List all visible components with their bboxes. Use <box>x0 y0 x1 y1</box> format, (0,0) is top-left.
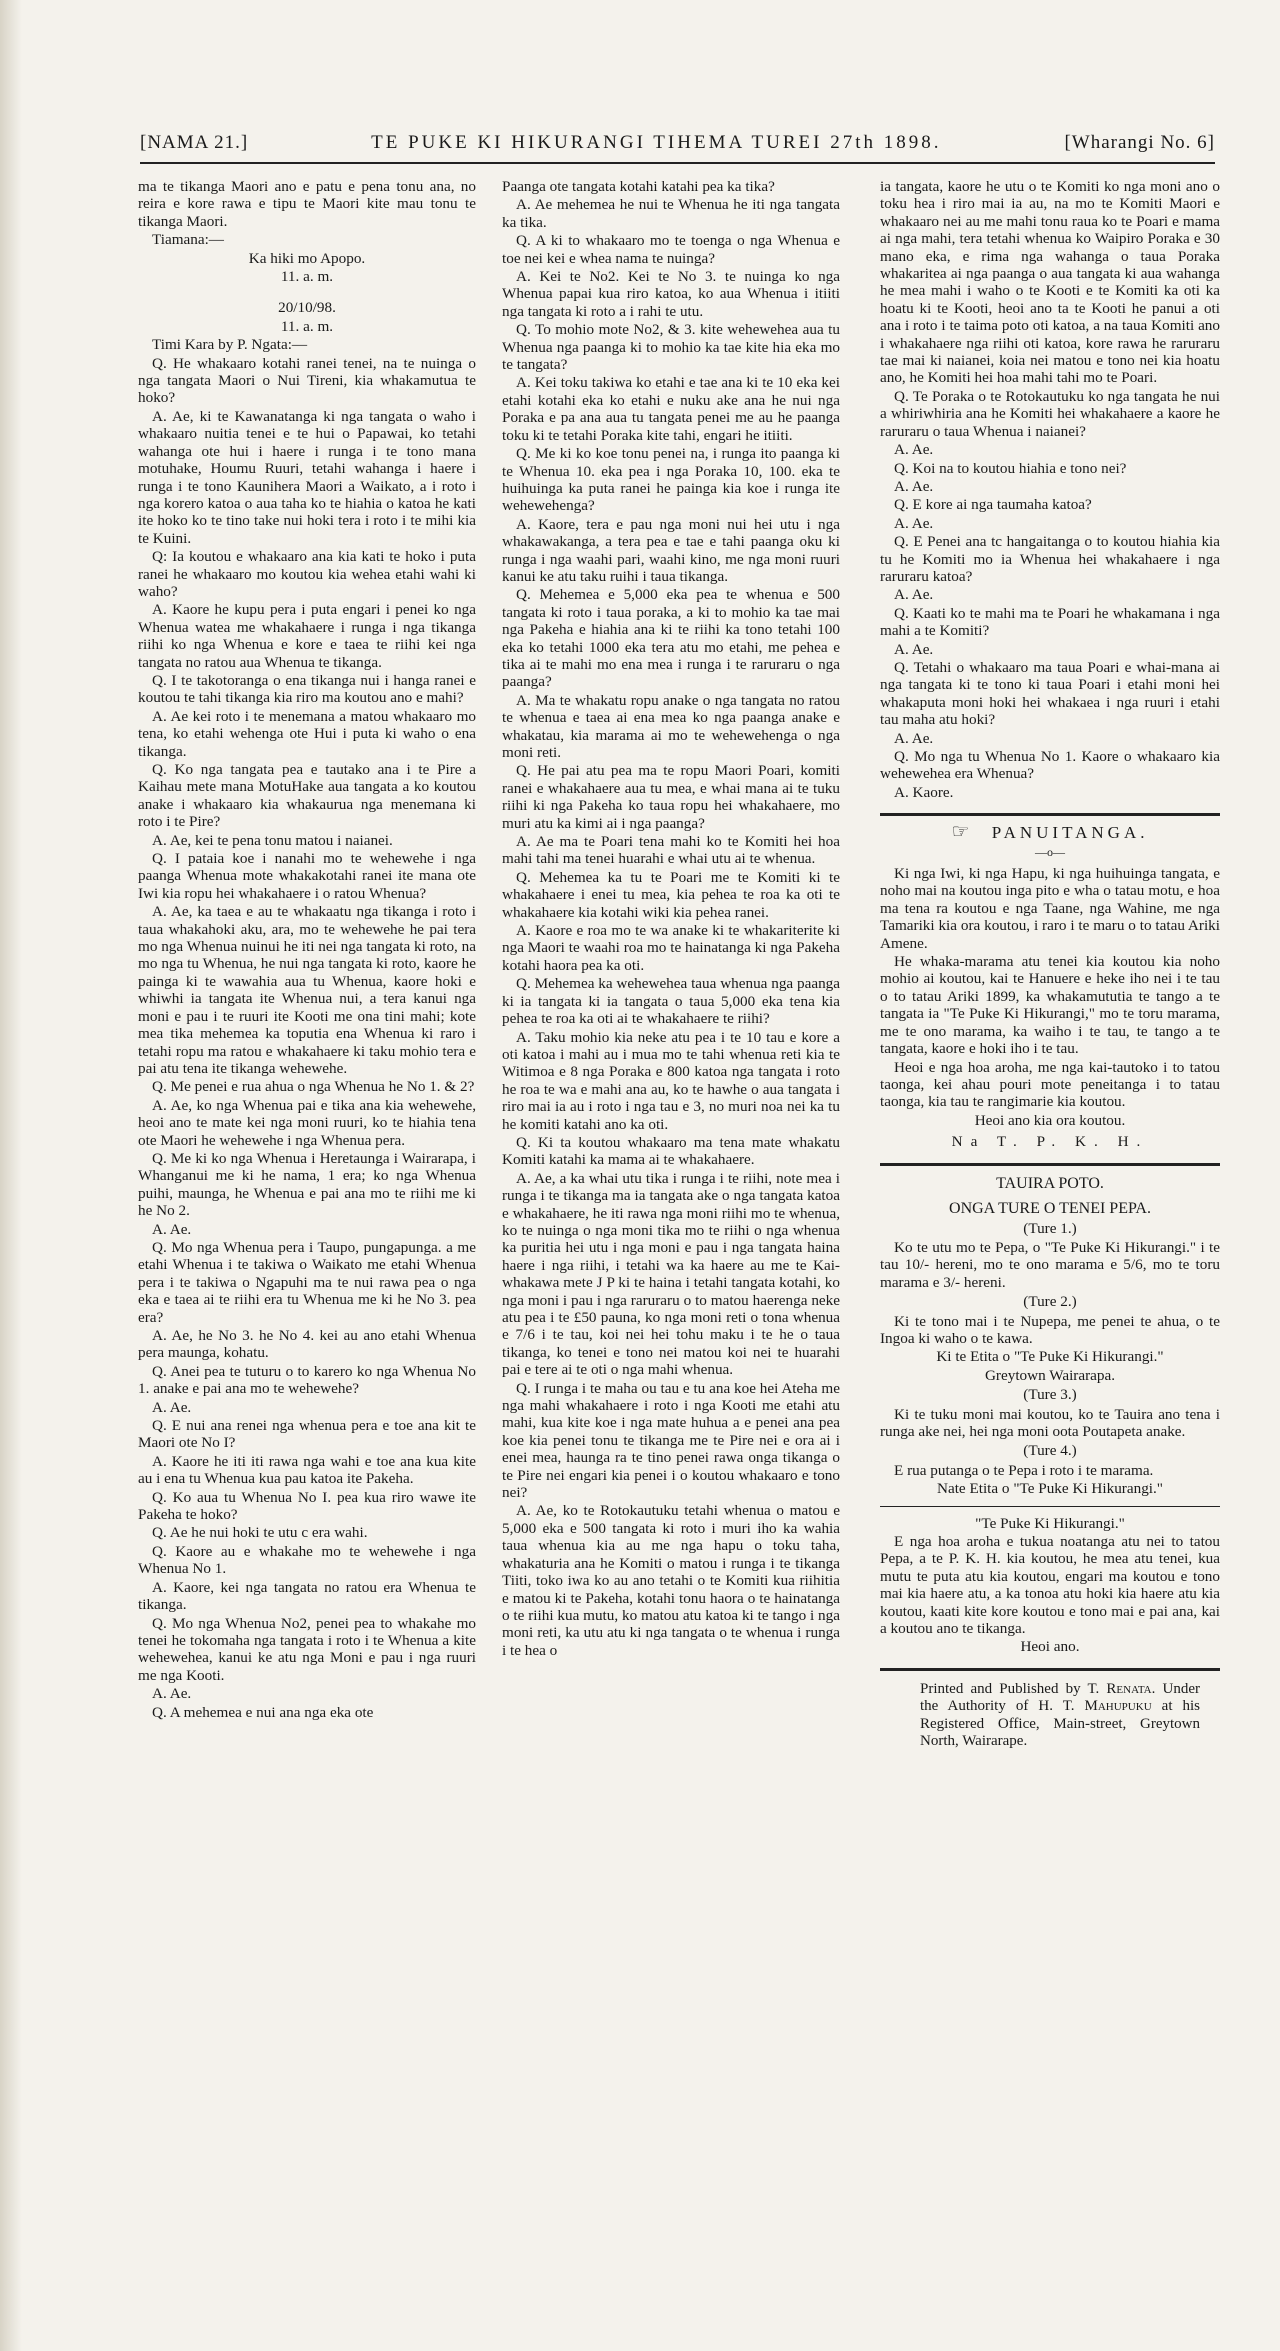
question: Q. Tetahi o whakaaro ma taua Poari e whai-mana ai nga tangata ki te tono ki taua Poari i etahi moni hei whakaputa moni hoki hei whakaea i nga ruuri i etahi tau maha atu hoki? <box>880 658 1220 729</box>
answer: A. Ae kei roto i te menemana a matou whakaaro mo tena, ko etahi wehenga ote Hui i puta ki waho o ena tikanga. <box>138 707 476 760</box>
column-3 <box>880 178 1220 1751</box>
paragraph: Timi Kara by P. Ngata:— <box>152 336 308 354</box>
paragraph: Paanga ote tangata kotahi katahi pea ka tika? <box>502 178 775 195</box>
pointing-hand-icon: ☞ <box>951 821 974 844</box>
question: Q. I runga i te maha ou tau e tu ana koe hei Ateha me nga mahi whakahaere i roto i nga Kooti me etahi atu mahi, kua kite koe i nga mate huhua a e penei ana pea koe kia penei tonu te tikanga me te Pire nei e ora ai i enei mea, haunga ra te tino penei rawa onga tikanga o te Pire nei engari kia penei i o koutou whakaaro e tono nei? <box>502 1379 840 1502</box>
question: Q. Te Poraka o te Rotokautuku ko nga tangata he nui a whiriwhiria ana he Komiti hei whakahaere a kaore he raruraru o taua Whenua i naianei? <box>880 387 1220 440</box>
page-edge-shadow <box>0 0 22 2351</box>
ture-4-text: E rua putanga o te Pepa i roto i te marama. <box>894 1461 1154 1479</box>
answer: A. Ae. <box>894 441 934 459</box>
notice-title: "Te Puke Ki Hikurangi." <box>975 1514 1125 1532</box>
ture-2-label: (Ture 2.) <box>1023 1293 1077 1311</box>
publisher-name: Renata. <box>1106 1680 1156 1697</box>
ture-4-label: (Ture 4.) <box>1023 1442 1077 1460</box>
ture-2-address-2: Greytown Wairarapa. <box>984 1366 1116 1384</box>
question: Q. Me ki ko koe tonu penei na, i runga ito paanga ki te Whenua 10. eka pea i nga Poraka 10, 100. eka te huihuinga ka puta ranei he painga kia koe i runga ite wehewehenga? <box>502 445 840 515</box>
panui-closing: Heoi ano kia ora koutou. <box>974 1111 1126 1129</box>
question: Q. Kaati ko te mahi ma te Poari he whakamana i nga mahi a te Komiti? <box>880 604 1220 640</box>
answer: A. Ae, ka taea e au te whakaatu nga tikanga i roto i taua whakahoki aku, ara, mo te wehewehe he pai tera mo nga Whenua nuinui he iti nei nga tangata ki roto, na mo nga tu Whenua, he nui nga tangata ki roto, kaore he painga ki te wawahia aua tu Whenua, kaore hoki e whiwhi ia tangata ite Whenua nui, a tera kanui nga moni e pau i te ruuri ite Kooti me ona tini mahi; kote mea tika mehemea ka toputia ena Whenua ki raro i tetahi ropu ma ratou e whakahaere ki taku mohio tera e pai atu tena ite tikanga wehewehe. <box>138 903 476 1077</box>
thin-divider <box>880 1506 1220 1507</box>
question: Q. I te takotoranga o ena tikanga nui i hanga ranei e koutou te tahi tikanga kia riro ma koutou ano e mahi? <box>138 671 476 707</box>
wharangi-number: [Wharangi No. 6] <box>1064 132 1215 153</box>
question: Q. Ae he nui hoki te utu c era wahi. <box>152 1524 368 1542</box>
answer: A. Kaore he kupu pera i puta engari i penei ko nga Whenua watea me whakahaere i runga i nga tikanga riihi ko nga Whenua e kore e taea te riihi kei nga tangata no ratou aua Whenua te tikanga. <box>138 601 476 671</box>
answer: A. Ae. <box>894 586 934 604</box>
panui-paragraph: Ki nga Iwi, ki nga Hapu, ki nga huihuinga tangata, e noho mai na koutou inga pito e wha o tatau motu, e hoa ma tena ra koutou e nga Taane, nga Wahine, me nga Tamariki kia ora koutou, i raro i te maru o to tatau Ariki Amene. <box>880 865 1220 952</box>
date-line: 20/10/98. <box>278 299 336 317</box>
question: A. Ae. <box>152 1685 192 1703</box>
answer: A. Ae, ki te Kawanatanga ki nga tangata o waho i whakaaro nuitia tenei e te hui o Papawai, ko tetahi wahanga ote hui i haere i runga i te tono mana motuhake, Houmu Ruuri, tetahi wahanga i haere i runga i te tono Kaunihera Maori a Waikato, a i roto i nga korero katoa o aua taha ko te hiahia o katoa he kati ite hoko ko te tino take nui hoki tera i roto i te mihi kia te Kuini. <box>138 407 476 547</box>
column-2 <box>502 178 840 1660</box>
question: Q. E kore ai nga taumaha katoa? <box>894 496 1092 514</box>
ture-4-signature: Nate Etita o "Te Puke Ki Hikurangi." <box>936 1480 1164 1498</box>
section-divider <box>880 1668 1220 1671</box>
question: Q. Anei pea te tuturu o to karero ko nga Whenua No 1. anake e pai ana mo te wehewehe? <box>138 1362 476 1398</box>
question: Q. Mehemea ka wehewehea taua whenua nga paanga ki ia tangata ki ia tangata o taua 5,000 eka tena kia pehea te roa ka oti ai te whakahaere te riihi? <box>502 975 840 1028</box>
imprint <box>880 1681 1220 1751</box>
column-1 <box>138 178 476 1722</box>
answer: Q. Mo nga Whenua No2, penei pea to whakahe mo tenei he tokomaha nga tangata i roto i te Whenua a kite wehewehea, kanui ke atu nga Moni e pau i nga ruuri me nga Kooti. <box>138 1614 476 1684</box>
ture-2-address-1: Ki te Etita o "Te Puke Ki Hikurangi." <box>936 1348 1164 1366</box>
question: Q. A ki to whakaaro mo te toenga o nga Whenua e toe nei kei e whea nama te nuinga? <box>502 232 840 267</box>
ture-2-text: Ki te tono mai i te Nupepa, me penei te ahua, o te Ingoa ki waho o te kawa. <box>880 1312 1220 1347</box>
header-rule <box>140 162 1215 164</box>
question: Q. Ki ta koutou whakaaro ma tena mate whakatu Komiti katahi ka mama ai te whakahaere. <box>502 1133 840 1169</box>
tauira-heading-2: ONGA TURE O TENEI PEPA. <box>949 1199 1151 1217</box>
answer: A. Ae, kei te pena tonu matou i naianei. <box>152 831 393 849</box>
answer: A. Kaore he iti iti rawa nga wahi e toe ana kua kite au i ena tu Whenua kua pau katoa ite Pakeha. <box>138 1452 476 1488</box>
ture-3-text: Ki te tuku moni mai koutou, ko te Tauira ano tena i runga ake nei, hei nga moni oota Poutapeta anake. <box>880 1405 1220 1440</box>
answer: A. Ae. <box>894 640 934 658</box>
ture-3-label: (Ture 3.) <box>1023 1386 1077 1404</box>
ture-1-label: (Ture 1.) <box>1023 1219 1077 1237</box>
notice-closing: Heoi ano. <box>1020 1638 1080 1656</box>
question: Q. Ko nga tangata pea e tautako ana i te Pire a Kaihau mete mana MotuHake aua tangata a ko koutou anake i whakaaro kia whakaurua nga menemana ki roto i te Pire? <box>138 761 476 831</box>
section-divider <box>880 1163 1220 1166</box>
question: A. Kaore, kei nga tangata no ratou era Whenua te tikanga. <box>138 1578 476 1614</box>
answer: A. Taku mohio kia neke atu pea i te 10 tau e kore a oti katoa i mahi au i mua mo te tahi whenua reti kia te Witimoa e 8 nga Poraka e 800 katoa nga tangata i roto he roa te wa e mahi ana au, ko te hawhe o aua tangata i riro mai ia au i roto i nga tau e 3, no muri noa nei ka tu he komiti katahi ano ka oti. <box>502 1028 840 1133</box>
time-line: 11. a. m. <box>280 317 334 335</box>
question: Q. Kaore au e whakahe mo te wehewehe i nga Whenua No 1. <box>138 1542 476 1578</box>
panui-title: PANUITANGA. <box>991 823 1149 843</box>
panui-heading <box>880 821 1220 844</box>
tauira-heading-1: TAUIRA POTO. <box>996 1174 1104 1192</box>
answer: A. Ae, a ka whai utu tika i runga i te riihi, note mea i runga i te tikanga ma ia tangata ake o nga tangata katoa e whakahaere, he iti rawa nga moni riihi mo te whenua, ko te nuinga o nga moni tika mo te riihi o nga whenua ka puritia hei utu i nga moni e pau i nga tangata haina haere i nga riihi, i tetahi wa ka haere au me te Kai-whakawa mete J P ki te haina i tetahi tangata kotahi, ko nga moni i pau i nga raruraru o to matou haerenga neke atu pea i te £50 pauna, ko nga moni reti o tona whenua e 7/6 i te tau, koi nei hei tohu maku i te he o taua tikanga, ko tenei e tono nei matou koi nei te huarahi pai e tere ai te oti o nga mahi whenua. <box>502 1169 840 1379</box>
question: Q: Ia koutou e whakaaro ana kia kati te hoko i puta ranei he whakaaro mo koutou kia wehea etahi wahi ki waho? <box>138 548 476 600</box>
answer: A. Kei te No2. Kei te No 3. te nuinga ko nga Whenua papai kua riro katoa, ko aua Whenua i itiiti nga tangata ki roto a i rahi te utu. <box>502 268 840 320</box>
imprint-line: Printed and Published by T. <box>920 1680 1100 1697</box>
answer: A. Ae. <box>894 729 934 747</box>
answer: A. Ae, he No 3. he No 4. kei au ano etahi Whenua pera maunga, kohatu. <box>138 1327 476 1362</box>
ture-1-text: Ko te utu mo te Pepa, o "Te Puke Ki Hikurangi." i te tau 10/- hereni, mo te ono marama e 5/6, mo te toru marama e 3/- hereni. <box>880 1238 1220 1291</box>
notice-text: E nga hoa aroha e tukua noatanga atu nei to tatou Pepa, a te P. K. H. kia koutou, he mea atu tenei, kua mutu te puta atu kia koutou, engari ma koutou e tono mai kia haere atu, a ka tonoa atu hoki kia haere atu kia koutou, kaati kite kore koutou e tono mai e pai ana, kai a koutou ano te tikanga. <box>880 1533 1220 1638</box>
imprint-line: Under the Authority of H. T. <box>920 1680 1201 1715</box>
paragraph: Tiamana:— <box>152 231 224 249</box>
authority-name: Mahupuku <box>1084 1698 1152 1715</box>
question: Q. He pai atu pea ma te ropu Maori Poari, komiti ranei e whakahaere aua tu mea, e whai mana ai te tuku riihi ki nga Pakeha ko taua ropu hei whakahaere, mo muri atu ka kimi ai i nga paanga? <box>502 762 840 832</box>
answer: A. Ae ma te Poari tena mahi ko te Komiti hei hoa mahi tahi ma tenei huarahi e whai utu ai te whenua. <box>502 833 840 868</box>
panui-paragraph: He whaka-marama atu tenei kia koutou kia noho mohio ai koutou, kai te Hanuere e heke iho nei i te tau o to tatau Ariki 1899, ka whakamututia te tango a te tangata ia "Te Puke Ki Hikurangi," mo te toru marama, me te ono marama, ka waiho i te tau, te tango a te tangata, kaore e hoki iho i te tau. <box>880 953 1220 1058</box>
question: Q. E Penei ana tc hangaitanga o to koutou hiahia kia tu he Komiti mo ia Whenua hei whakahaere i nga raruraru katoa? <box>880 533 1220 585</box>
panui-paragraph: Heoi e nga hoa aroha, me nga kai-tautoko i to tatou taonga, kei ahau pouri mote peneitanga i to tatau taonga, kia tau te rangimarie kia koutou. <box>880 1058 1220 1111</box>
question: Q. Koi na to koutou hiahia e tono nei? <box>894 459 1127 477</box>
answer: A. Ae. <box>894 477 934 495</box>
question: Q. Ko aua tu Whenua No I. pea kua riro wawe ite Pakeha te hoko? <box>138 1488 476 1524</box>
page-number: [NAMA 21.] <box>140 132 249 153</box>
answer: A. Ae, ko te Rotokautuku tetahi whenua o matou e 5,000 eka e 500 tangata ki roto i muri iho ka wahia taua whenua kia au me nga hapu o toku taha, whakaturia ana he Komiti o matou i runga i te tikanga Tiiti, toko iwa ko au ano tetahi o te Komiti kua riihitia e matou ki te Pakeha, kotahi tonu haora o te hainatanga o te riihi kua mutu, ko matou atu katoa ki te tango i nga moni reti, ka utu atu ki nga tangata o te whenua i runga i te hea o <box>502 1502 840 1659</box>
answer: A. Ae. <box>152 1220 192 1238</box>
answer: A. Ae, ko nga Whenua pai e tika ana kia wehewehe, heoi ano te mate kei nga moni ruuri, ko te hiahia tena ote Maori he wehewehe i nga Whenua pera. <box>138 1096 476 1149</box>
question: Q. Me penei e rua ahua o nga Whenua he No 1. & 2? <box>152 1078 475 1096</box>
answer: A. Kaore. <box>894 783 954 801</box>
question: Q. Me ki ko nga Whenua i Heretaunga i Wairarapa, i Whanganui me ki he nama, 1 era; ko nga Whenua puihi, maunga, he Whenua e pai ana mo te riihi me ki he No 2. <box>138 1149 476 1220</box>
imprint-line: at his Registered Office, Main-street, Greytown North, Wairarape. <box>920 1698 1200 1750</box>
question: Q. Mehemea ka tu te Poari me te Komiti ki te whakahaere i enei tu mea, kia pehea te roa ka oti te whakahaere kia kotahi wiki kia pehea ranei. <box>502 868 840 921</box>
question: Q. Mehemea e 5,000 eka pea te whenua e 500 tangata ki roto i taua poraka, a ki to mohio ka tae mai nga Pakeha e hiahia ana ki te riihi ka tono tetahi 100 eka ko tetahi 1000 eka tera atu mo etahi, me pehea e tika ai te mahi mo ena mea i runga i te raruraru o nga paanga? <box>502 586 840 691</box>
answer: Q. A mehemea e nui ana nga eka ote <box>152 1703 374 1721</box>
question: Q. To mohio mote No2, & 3. kite wehewehea aua tu Whenua nga paanga ki to mohio ka tae kite hia eka mo te tangata? <box>502 321 840 374</box>
paragraph: ma te tikanga Maori ano e patu e pena tonu ana, no reira e kore rawa e tipu te Maori kite mau tonu te tikanga Maori. <box>138 178 476 230</box>
masthead-title: TE PUKE KI HIKURANGI TIHEMA TUREI 27th 1898. <box>371 132 942 153</box>
answer: A. Ae. <box>894 514 934 532</box>
question: Q. I pataia koe i nanahi mo te wehewehe i nga paanga Whenua mote whakakotahi ranei ite mana ote Iwi kia ropu hei whakahaere i o ratou Whenua? <box>138 850 476 902</box>
question: Q. E nui ana renei nga whenua pera e toe ana kit te Maori ote No I? <box>138 1417 476 1452</box>
question: Q. Mo nga Whenua pera i Taupo, pungapunga. a me etahi Whenua i te takiwa o Waikato me etahi Whenua pera i te takiwa o Ngapuhi ma te nui rawa pea o nga eka e taea ai te riihi era tu Whenua me ki he No 3. pea era? <box>138 1238 476 1326</box>
answer: A. Kei toku takiwa ko etahi e tae ana ki te 10 eka kei etahi kotahi eka ko etahi e nuku ake ana he nui nga Poraka e pa ana aua tu tangata penei me au he paanga toku ki te tetahi Poraka kite tahi, engari he itiiti. <box>502 374 840 444</box>
question: Q. He whakaaro kotahi ranei tenei, na te nuinga o nga tangata Maori o Nui Tireni, kia whakamutua te hoko? <box>138 354 476 407</box>
page-header <box>140 132 1215 154</box>
panui-signature: Na T. P. K. H. <box>951 1133 1149 1151</box>
panui-ornament: —o— <box>1035 844 1065 859</box>
answer: A. Kaore e roa mo te wa anake ki te whakariterite ki nga Maori te waahi roa mo te hainatanga ki nga Pakeha kotahi haora pea ka oti. <box>502 922 840 974</box>
paragraph: ia tangata, kaore he utu o te Komiti ko nga moni ano o toku hea i riro mai ia au, na mo te Komiti Maori e whakaaro nei au me mahi tonu raua ko te Poari e mama ai nga mahi, tera tetahi whenua ko Waipiro Poraka e 30 mano eka, e rima nga wahanga o taua Poraka whakaritea ai nga paanga o aua tangata ki aua wahanga he mea mahi i waho o te Kooti e te Komiti ka oti ka hoatu ki te Kooti, heoi ano ta te Kooti he panui a oti ana i roto i te taima poto oti katoa, a na taua Komiti ano i whakahaere nga riihi oti katoa, kore rawa he raruraru tae mai ki naianei, koia nei matou e tono nei kia hoatu ano, he Komiti hei hoa mahi tahi mo te Poari. <box>880 178 1220 387</box>
section-divider <box>880 813 1220 816</box>
answer: A. Ma te whakatu ropu anake o nga tangata no ratou te whenua e taea ai ena mea ko nga paanga anake e whakatau, kia marama ai mo te wehewehenga o nga moni reti. <box>502 691 840 761</box>
question: Q. Mo nga tu Whenua No 1. Kaore o whakaaro kia wehewehea era Whenua? <box>880 748 1220 783</box>
paragraph: 11. a. m. <box>280 268 334 286</box>
paragraph: Ka hiki mo Apopo. <box>248 249 366 267</box>
answer: A. Ae mehemea he nui te Whenua he iti nga tangata ka tika. <box>502 196 840 231</box>
answer: A. Ae. <box>152 1398 192 1416</box>
answer: A. Kaore, tera e pau nga moni nui hei utu i nga whakawakanga, a tera pea e tae e tahi paanga oku ki runga i nga waahi pari, waahi kino, me nga moni ruuri kanui ke atu taku ruihi i taua tikanga. <box>502 515 840 585</box>
